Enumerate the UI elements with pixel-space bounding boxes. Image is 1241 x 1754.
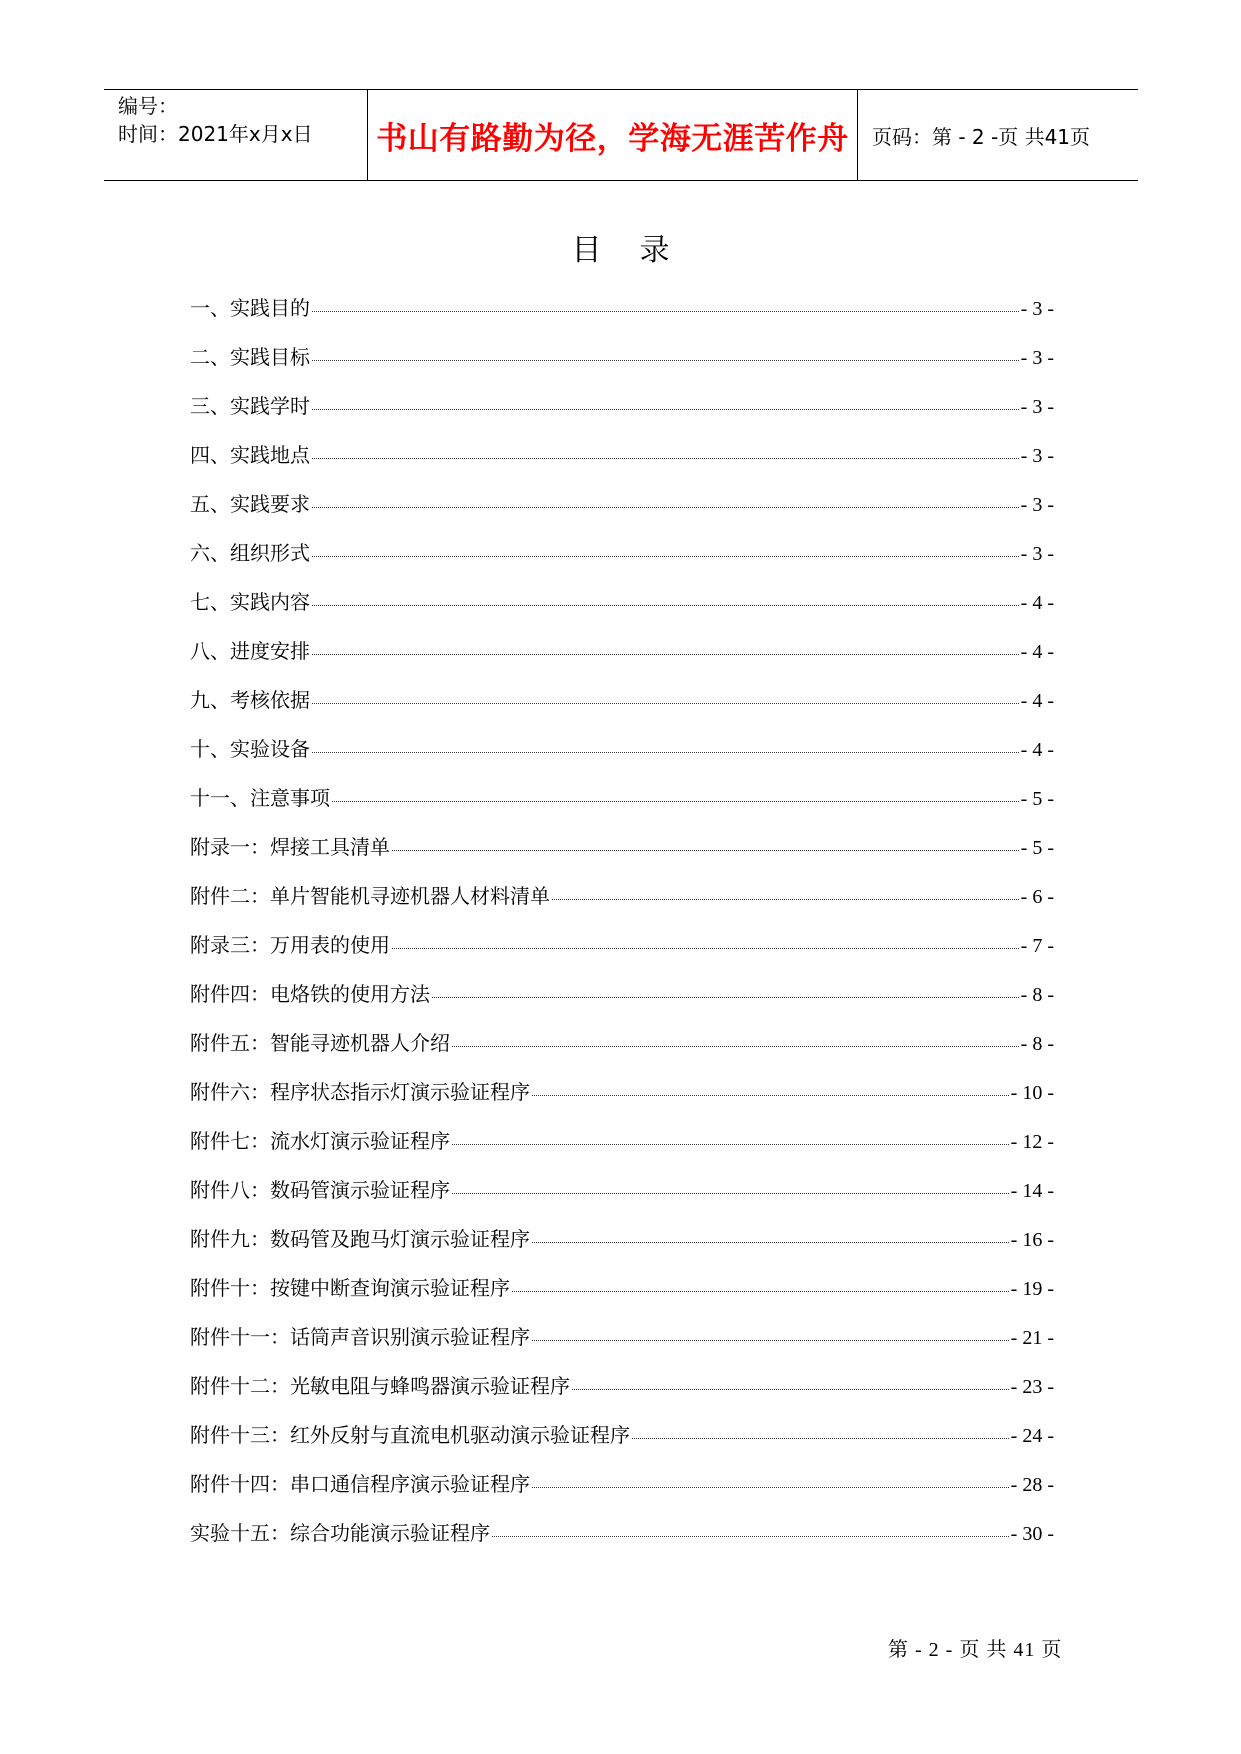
toc-entry[interactable] (190, 880, 1054, 929)
toc-entry[interactable] (190, 1517, 1054, 1566)
toc-entry-label: 附件十三：红外反射与直流电机驱动演示验证程序 (190, 1423, 630, 1447)
toc-entry[interactable] (190, 684, 1054, 733)
page-header (104, 89, 1138, 181)
toc-entry[interactable] (190, 537, 1054, 586)
toc-leader-dots (552, 898, 1019, 900)
table-of-contents (190, 292, 1054, 1566)
header-page-cell (858, 90, 1138, 180)
toc-entry[interactable] (190, 1370, 1054, 1419)
toc-leader-dots (312, 702, 1019, 704)
toc-entry-label: 附件十二：光敏电阻与蜂鸣器演示验证程序 (190, 1374, 570, 1398)
toc-entry[interactable] (190, 1027, 1054, 1076)
toc-entry-label: 七、实践内容 (190, 590, 310, 614)
toc-entry-label: 附件四：电烙铁的使用方法 (190, 982, 430, 1006)
toc-leader-dots (512, 1290, 1009, 1292)
toc-entry-label: 九、考核依据 (190, 688, 310, 712)
toc-entry-page: - 3 - (1020, 494, 1054, 516)
toc-entry-page: - 10 - (1010, 1082, 1054, 1104)
toc-entry[interactable] (190, 733, 1054, 782)
toc-entry-label: 四、实践地点 (190, 443, 310, 467)
toc-entry[interactable] (190, 635, 1054, 684)
toc-entry-label: 附录一：焊接工具清单 (190, 835, 390, 859)
toc-entry[interactable] (190, 292, 1054, 341)
toc-entry-page: - 3 - (1020, 543, 1054, 565)
toc-entry-page: - 16 - (1010, 1229, 1054, 1251)
toc-entry-label: 实验十五：综合功能演示验证程序 (190, 1521, 490, 1545)
toc-entry-label: 附件五：智能寻迹机器人介绍 (190, 1031, 450, 1055)
toc-entry-page: - 30 - (1010, 1523, 1054, 1545)
toc-entry-label: 附件十一：话筒声音识别演示验证程序 (190, 1325, 530, 1349)
toc-leader-dots (492, 1535, 1009, 1537)
toc-entry-page: - 3 - (1020, 445, 1054, 467)
toc-entry-label: 附件十：按键中断查询演示验证程序 (190, 1276, 510, 1300)
time-label: 时间：2021年x月x日 (118, 122, 313, 146)
toc-entry-page: - 3 - (1020, 396, 1054, 418)
toc-entry[interactable] (190, 1321, 1054, 1370)
toc-entry-page: - 4 - (1020, 690, 1054, 712)
toc-entry-page: - 5 - (1020, 788, 1054, 810)
toc-entry-label: 附件二：单片智能机寻迹机器人材料清单 (190, 884, 550, 908)
toc-entry-page: - 7 - (1020, 935, 1054, 957)
number-label: 编号： (118, 94, 178, 118)
toc-entry-page: - 5 - (1020, 837, 1054, 859)
motto-text: 书山有路勤为径，学海无涯苦作舟 (376, 120, 849, 157)
toc-entry-page: - 4 - (1020, 641, 1054, 663)
toc-leader-dots (312, 408, 1019, 410)
toc-entry[interactable] (190, 1419, 1054, 1468)
toc-entry[interactable] (190, 978, 1054, 1027)
toc-entry-page: - 12 - (1010, 1131, 1054, 1153)
toc-entry[interactable] (190, 488, 1054, 537)
toc-leader-dots (312, 310, 1019, 312)
toc-leader-dots (452, 1045, 1019, 1047)
toc-entry[interactable] (190, 782, 1054, 831)
toc-leader-dots (532, 1241, 1009, 1243)
toc-entry-page: - 14 - (1010, 1180, 1054, 1202)
toc-entry-label: 附录三：万用表的使用 (190, 933, 390, 957)
header-motto-cell (368, 90, 858, 180)
page-footer: 第 - 2 - 页 共 41 页 (888, 1639, 1063, 1661)
toc-entry-page: - 24 - (1010, 1425, 1054, 1447)
toc-entry-label: 六、组织形式 (190, 541, 310, 565)
page-title: 目录 (571, 233, 708, 268)
toc-entry-page: - 3 - (1020, 298, 1054, 320)
toc-leader-dots (392, 947, 1019, 949)
toc-entry-label: 附件十四：串口通信程序演示验证程序 (190, 1472, 530, 1496)
toc-entry-label: 附件九：数码管及跑马灯演示验证程序 (190, 1227, 530, 1251)
toc-leader-dots (312, 604, 1019, 606)
toc-leader-dots (452, 1192, 1009, 1194)
toc-leader-dots (312, 751, 1019, 753)
toc-entry-page: - 4 - (1020, 592, 1054, 614)
toc-entry[interactable] (190, 390, 1054, 439)
toc-entry-page: - 4 - (1020, 739, 1054, 761)
toc-leader-dots (532, 1094, 1009, 1096)
toc-leader-dots (572, 1388, 1009, 1390)
toc-leader-dots (392, 849, 1019, 851)
toc-entry-page: - 8 - (1020, 1033, 1054, 1055)
toc-leader-dots (312, 506, 1019, 508)
toc-leader-dots (632, 1437, 1009, 1439)
toc-entry[interactable] (190, 341, 1054, 390)
toc-entry[interactable] (190, 586, 1054, 635)
toc-leader-dots (312, 457, 1019, 459)
toc-entry-page: - 3 - (1020, 347, 1054, 369)
toc-leader-dots (312, 653, 1019, 655)
toc-entry[interactable] (190, 439, 1054, 488)
toc-leader-dots (312, 359, 1019, 361)
toc-leader-dots (532, 1486, 1009, 1488)
toc-entry-page: - 23 - (1010, 1376, 1054, 1398)
toc-leader-dots (532, 1339, 1009, 1341)
toc-entry-label: 附件六：程序状态指示灯演示验证程序 (190, 1080, 530, 1104)
toc-entry[interactable] (190, 1174, 1054, 1223)
toc-entry[interactable] (190, 1223, 1054, 1272)
toc-entry[interactable] (190, 1125, 1054, 1174)
toc-leader-dots (432, 996, 1019, 998)
toc-entry-label: 五、实践要求 (190, 492, 310, 516)
toc-entry-label: 附件八：数码管演示验证程序 (190, 1178, 450, 1202)
toc-entry-label: 十、实验设备 (190, 737, 310, 761)
toc-entry-label: 十一、注意事项 (190, 786, 330, 810)
toc-entry[interactable] (190, 1272, 1054, 1321)
toc-entry-label: 二、实践目标 (190, 345, 310, 369)
toc-leader-dots (452, 1143, 1009, 1145)
toc-entry-label: 三、实践学时 (190, 394, 310, 418)
toc-leader-dots (312, 555, 1019, 557)
toc-entry-page: - 28 - (1010, 1474, 1054, 1496)
toc-entry-page: - 8 - (1020, 984, 1054, 1006)
toc-entry-label: 附件七：流水灯演示验证程序 (190, 1129, 450, 1153)
toc-entry-label: 一、实践目的 (190, 296, 310, 320)
toc-entry-page: - 6 - (1020, 886, 1054, 908)
header-page-label: 页码：第 - 2 -页 共41页 (872, 124, 1091, 149)
toc-entry-page: - 19 - (1010, 1278, 1054, 1300)
header-left-cell (104, 90, 368, 180)
toc-entry[interactable] (190, 929, 1054, 978)
toc-leader-dots (332, 800, 1019, 802)
toc-entry-page: - 21 - (1010, 1327, 1054, 1349)
toc-entry-label: 八、进度安排 (190, 639, 310, 663)
toc-entry[interactable] (190, 831, 1054, 880)
toc-entry[interactable] (190, 1076, 1054, 1125)
toc-entry[interactable] (190, 1468, 1054, 1517)
